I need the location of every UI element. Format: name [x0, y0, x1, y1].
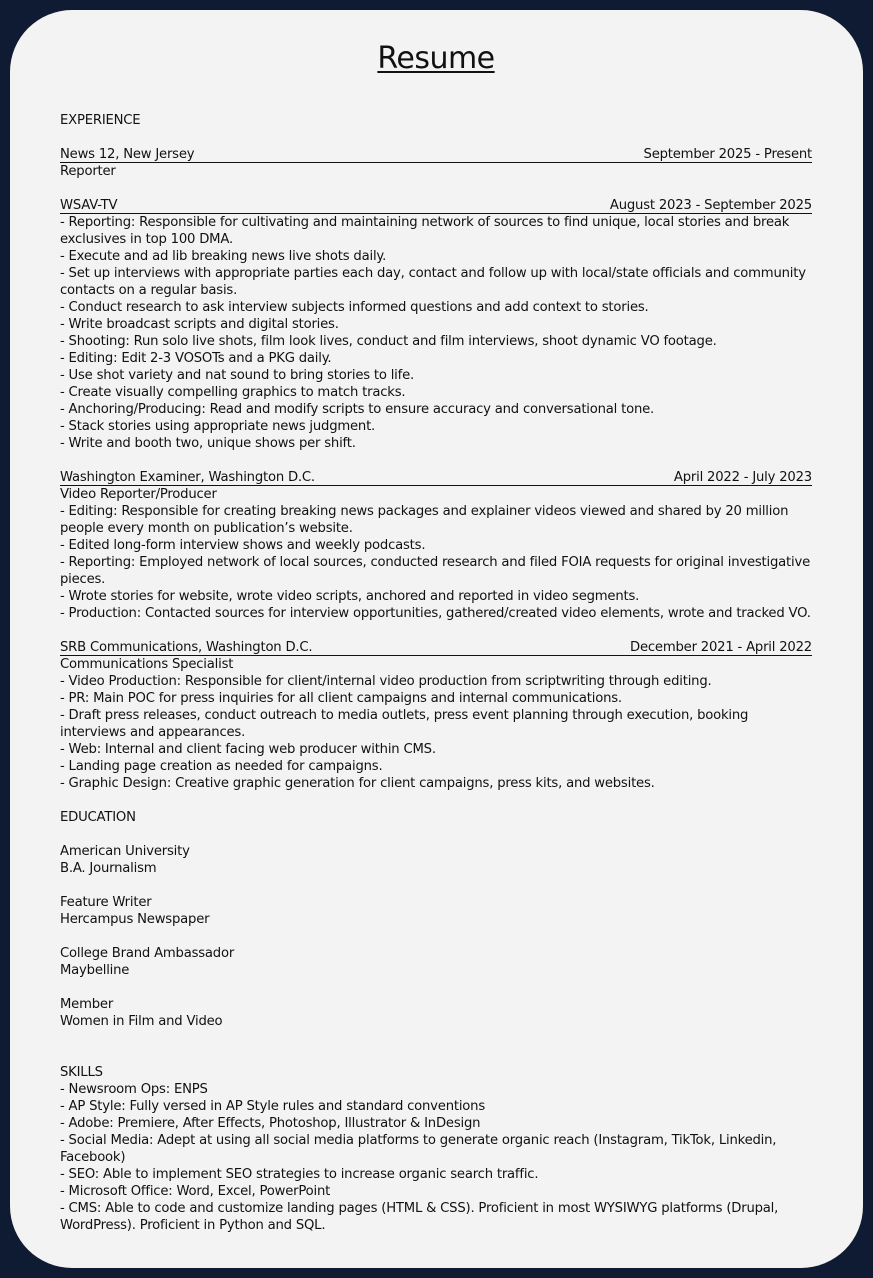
bullet-item: - Anchoring/Producing: Read and modify scripts to ensure accuracy and conversational tone.: [60, 402, 655, 417]
bullet-item: - PR: Main POC for press inquiries for all client campaigns and internal communications.: [60, 691, 622, 706]
job-employer: SRB Communications, Washington D.C.: [60, 640, 313, 655]
education-line1: Feature Writer: [60, 895, 152, 910]
job-role: Video Reporter/Producer: [60, 487, 217, 502]
education-entry: [60, 996, 812, 1030]
job-header: [60, 469, 812, 486]
skills-list: [60, 1081, 812, 1234]
skill-item: - Newsroom Ops: ENPS: [60, 1082, 208, 1097]
bullet-item: - Wrote stories for website, wrote video scripts, anchored and reported in video segments.: [60, 589, 640, 604]
job-header: [60, 146, 812, 163]
resume-content: [60, 112, 812, 1234]
job-dates: December 2021 - April 2022: [630, 640, 812, 655]
education-entry: [60, 945, 812, 979]
job-role: Communications Specialist: [60, 657, 234, 672]
bullet-item: - Execute and ad lib breaking news live shots daily.: [60, 249, 387, 264]
bullet-item: - Editing: Edit 2-3 VOSOTs and a PKG daily.: [60, 351, 332, 366]
job-employer: WSAV-TV: [60, 198, 118, 213]
education-line1: Member: [60, 997, 114, 1012]
bullet-item: - Landing page creation as needed for campaigns.: [60, 759, 383, 774]
bullet-item: - Edited long-form interview shows and weekly podcasts.: [60, 538, 426, 553]
job-role: Reporter: [60, 164, 116, 179]
skill-item: - Social Media: Adept at using all social media platforms to generate organic reach (Instagram, TikTok, Linkedin, Facebook): [60, 1133, 777, 1165]
education-line2: Hercampus Newspaper: [60, 912, 210, 927]
skill-item: - Adobe: Premiere, After Effects, Photoshop, Illustrator & InDesign: [60, 1116, 481, 1131]
education-line2: Women in Film and Video: [60, 1014, 223, 1029]
job-entry: [60, 469, 812, 622]
bullet-item: - Create visually compelling graphics to match tracks.: [60, 385, 406, 400]
skill-item: - SEO: Able to implement SEO strategies to increase organic search traffic.: [60, 1167, 539, 1182]
bullet-item: - Graphic Design: Creative graphic generation for client campaigns, press kits, and websites.: [60, 776, 655, 791]
job-entry: [60, 639, 812, 792]
bullet-item: - Use shot variety and nat sound to bring stories to life.: [60, 368, 414, 383]
job-header: [60, 197, 812, 214]
job-bullets: [60, 214, 812, 452]
bullet-item: - Write and booth two, unique shows per shift.: [60, 436, 356, 451]
skill-item: - AP Style: Fully versed in AP Style rules and standard conventions: [60, 1099, 485, 1114]
job-entry: [60, 197, 812, 452]
job-employer: News 12, New Jersey: [60, 147, 195, 162]
bullet-item: - Stack stories using appropriate news judgment.: [60, 419, 376, 434]
bullet-item: - Set up interviews with appropriate parties each day, contact and follow up with local/state officials and community contacts on a regular basis.: [60, 266, 806, 298]
job-dates: September 2025 - Present: [643, 147, 812, 162]
job-dates: August 2023 - September 2025: [609, 198, 812, 213]
bullet-item: - Reporting: Employed network of local sources, conducted research and filed FOIA requests for original investigative pieces.: [60, 555, 810, 587]
bullet-item: - Web: Internal and client facing web producer within CMS.: [60, 742, 436, 757]
education-entry: [60, 894, 812, 928]
job-bullets: [60, 673, 812, 792]
job-header: [60, 639, 812, 656]
skills-heading: SKILLS: [60, 1065, 103, 1080]
skill-item: - Microsoft Office: Word, Excel, PowerPoint: [60, 1184, 331, 1199]
bullet-item: - Draft press releases, conduct outreach to media outlets, press event planning through execution, booking interviews and appearances.: [60, 708, 749, 740]
education-line2: Maybelline: [60, 963, 130, 978]
experience-heading: EXPERIENCE: [60, 113, 141, 128]
skill-item: - CMS: Able to code and customize landing pages (HTML & CSS). Proficient in most WYSIWYG platforms (Drupal, WordPress). Proficient in Python and SQL.: [60, 1201, 779, 1233]
document-frame: [10, 10, 863, 1268]
job-dates: April 2022 - July 2023: [673, 470, 812, 485]
education-line1: American University: [60, 844, 190, 859]
bullet-item: - Shooting: Run solo live shots, film look lives, conduct and film interviews, shoot dynamic VO footage.: [60, 334, 717, 349]
bullet-item: - Video Production: Responsible for client/internal video production from scriptwriting through editing.: [60, 674, 712, 689]
bullet-item: - Editing: Responsible for creating breaking news packages and explainer videos viewed and shared by 20 million people every month on publication’s website.: [60, 504, 789, 536]
bullet-item: - Reporting: Responsible for cultivating and maintaining network of sources to find unique, local stories and break exclusives in top 100 DMA.: [60, 215, 790, 247]
education-line2: B.A. Journalism: [60, 861, 157, 876]
job-entry: [60, 146, 812, 180]
education-heading: EDUCATION: [60, 810, 136, 825]
bullet-item: - Write broadcast scripts and digital stories.: [60, 317, 339, 332]
education-entry: [60, 843, 812, 877]
page-title: Resume: [377, 41, 495, 76]
bullet-item: - Production: Contacted sources for interview opportunities, gathered/created video elements, wrote and tracked VO.: [60, 606, 811, 621]
job-bullets: [60, 503, 812, 622]
education-line1: College Brand Ambassador: [60, 946, 235, 961]
bullet-item: - Conduct research to ask interview subjects informed questions and add context to stories.: [60, 300, 649, 315]
job-employer: Washington Examiner, Washington D.C.: [60, 470, 315, 485]
